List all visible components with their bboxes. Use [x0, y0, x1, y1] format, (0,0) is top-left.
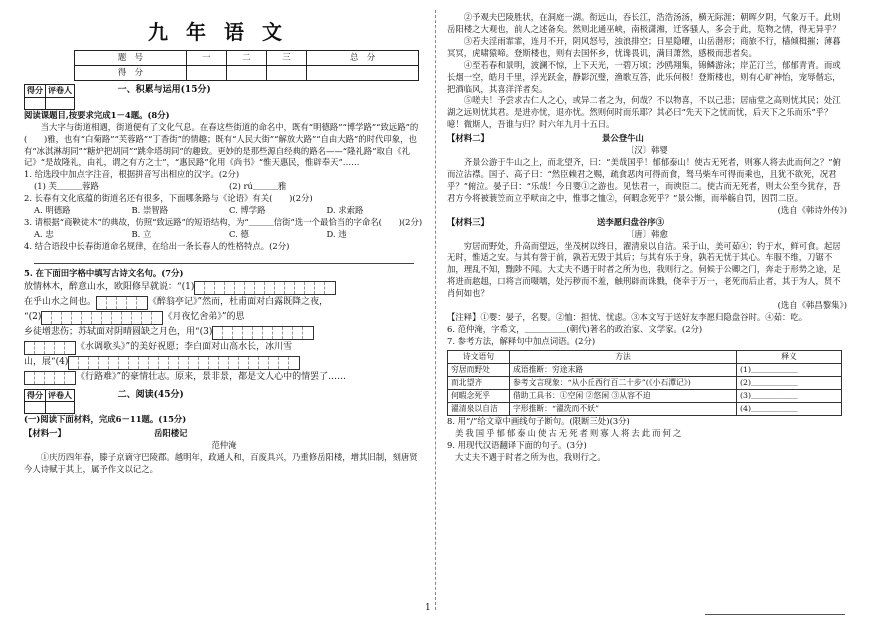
grader-score-label: 得分	[25, 389, 46, 401]
q5-line	[24, 356, 424, 370]
q5-text: 乡徒增悲伤；苏轼面对阴晴圆缺之月色，用“(3)	[24, 327, 213, 338]
q5-line	[24, 326, 424, 340]
table-row	[448, 363, 842, 376]
answer-cell[interactable]: (1)＿＿＿＿＿＿	[737, 363, 842, 376]
section1-heading: 一、积累与运用(15分)	[117, 85, 211, 96]
score-table	[74, 50, 419, 81]
q5-grid[interactable]	[68, 356, 300, 370]
material1-author: 范仲淹	[211, 439, 237, 450]
table-row	[448, 376, 842, 389]
q5-text: 山，展“(4)	[24, 357, 69, 368]
score-head-cell: 总 分	[307, 51, 419, 66]
q2-option: B. 崇智路	[131, 205, 169, 216]
score-label-cell: 得 分	[75, 66, 187, 81]
section1-read-heading: 阅读课题目,按要求完成1－4题。(8分)	[24, 109, 170, 120]
section1-passage: 当大字与街道相遇，街道便有了文化气息。在春这些街道的命名中，既有“明德路”“博学路”“致远路”的( )雅，也有“白菊路”“芙蓉路”“丁香街”的情趣；既有“人民大街”“解放大路”“自由大路”的时代印象，也有“冰淇淋胡同”“糖炉把胡同”“跳伞塔胡同”的趣致。更妙的是那些源自经典的路名——“隆礼路”取自《礼记》“是故隆礼，由礼，谓之有方之士”，“惠民路”化用《尚书》“惟天惠民，惟辟奉天”……	[24, 121, 419, 168]
table-cell: 借助工具书：①空闲 ②悠闲 ③从容不迫	[510, 389, 737, 402]
q5-line	[24, 281, 424, 295]
table-row	[448, 389, 842, 402]
q5-text: 《水调歌头》”的美好祝愿；李白面对山高水长，冰川雪	[76, 342, 293, 353]
page-number: 1	[425, 603, 431, 613]
column-divider	[435, 10, 436, 610]
material1-para2: ②予观夫巴陵胜状，在洞庭一湖。衔远山，吞长江，浩浩汤汤，横无际涯；朝晖夕阴，气象万千。此则岳阳楼之大观也，前人之述备矣。然则北通巫峡，南极潇湘，迁客骚人，多会于此，览物之情，得无异乎？	[447, 12, 841, 34]
q5-grid[interactable]	[212, 326, 314, 340]
section2-read-heading: (一)阅读下面材料，完成6－11题。(15分)	[24, 414, 187, 425]
q7: 7. 参考方法，解释句中加点词语。(2分)	[447, 335, 596, 346]
q3-option: C. 德	[229, 228, 249, 239]
material3-label: 【材料三】	[447, 216, 489, 227]
q5-text: 《行路难》”的豪情壮志。原来，景非景，都是文人心中的情罢了……	[76, 372, 347, 383]
grader-box	[24, 84, 75, 109]
q3-option: A. 忠	[34, 228, 54, 239]
q5-text: 《醉翁亭记》”然而，杜甫面对白露既降之夜，	[148, 297, 329, 308]
material1-para5: ⑤嗟夫！予尝求古仁人之心，或异二者之为，何哉？不以物喜，不以己悲；居庙堂之高则忧其民；处江湖之远则忧其君。是进亦忧，退亦忧。然则何时而乐耶？其必曰“先天下之忧而忧，后天下之乐而乐”乎？噫！微斯人，吾谁与归？时六年九月十五日。	[447, 95, 841, 130]
q5-line	[24, 341, 424, 355]
material2-text: 齐景公游于牛山之上，而北望齐，曰：“美哉国乎！郁郁泰山！使古无死者，则寡人将去此而何之？”俯而泣沾襟。国子、高子曰：“然臣赖君之赐，疏食恶肉可得而食，驽马柴车可得而乘也，且犹不欲死，况君乎？”俯泣。晏子曰：“乐哉！今日婴①之游也。见怯君一，而谀臣二。使古而无死者，则太公至今犹存，吾君方今将被蓑笠而立乎畎亩之中，惟事之恤②，何暇念死乎？”景公惭，而举觞自罚，因罚二臣。	[447, 157, 841, 203]
q8: 8. 用“/”给文章中画线句子断句。(限断三处)(3分)	[447, 415, 630, 426]
q7-table-header: 诗文语句	[448, 350, 510, 363]
q8-sentence[interactable]: 美我国乎郁郁泰山使古无死者则寡人将去此而何之	[455, 427, 684, 438]
q5-line: “(2) 《月夜忆舍弟》”的思	[24, 311, 424, 325]
q2-option: A. 明德路	[34, 205, 71, 216]
q5-text: 放情林木，醉意山水，欧阳修早就说：“(1)	[24, 282, 195, 293]
table-row	[448, 402, 842, 415]
grader-cell[interactable]	[46, 402, 75, 414]
material3-source: (选自《韩昌黎集》)	[777, 300, 847, 311]
grader-label: 评卷人	[46, 389, 75, 401]
q1: 1. 给选段中加点字注音，根据拼音写出相应的汉字。(2分)	[24, 169, 240, 180]
q5-grid[interactable]	[41, 311, 163, 325]
material1-para3: ③若夫淫雨霏霏，连月不开，阴风怒号，浊浪排空；日星隐曜，山岳潜形；商旅不行，樯倾楫摧；薄暮冥冥，虎啸猿啼。登斯楼也，则有去国怀乡，忧谗畏讥，满目萧然，感极而悲者矣。	[447, 35, 841, 58]
q2-option: D. 求索路	[326, 205, 364, 216]
table-cell: 字形推断：“濯洗而不妖”	[510, 402, 737, 415]
q7-table-header: 方法	[510, 350, 737, 363]
material2-source: (选自《韩诗外传》)	[777, 204, 847, 215]
grader-cell[interactable]	[46, 97, 75, 109]
q1-option: (1) 芙＿＿＿蓉路	[34, 181, 99, 192]
q5-grid[interactable]	[96, 296, 148, 310]
material2-title: 景公登牛山	[602, 133, 644, 144]
q5-heading: 5. 在下面田字格中填写古诗文名句。(7分)	[24, 267, 184, 278]
answer-cell[interactable]: (2)＿＿＿＿＿＿	[737, 376, 842, 389]
q9-sentence: 大丈夫不遇于时者之所为也，我则行之。	[455, 451, 606, 462]
exam-title: 九年语文	[148, 20, 300, 44]
table-cell: 参考文言现象：“从小丘西行百二十步”(《小石潭记》)	[510, 376, 737, 389]
table-cell: 穷居而野处	[448, 363, 510, 376]
material1-title: 岳阳楼记	[154, 428, 188, 439]
q2-option: C. 博学路	[229, 205, 266, 216]
q3-option: B. 立	[131, 228, 152, 239]
score-head-cell: 题 号	[75, 51, 187, 66]
answer-cell[interactable]: (3)＿＿＿＿＿＿	[737, 389, 842, 402]
q3-option: D. 违	[326, 228, 347, 239]
q5-grid[interactable]	[24, 341, 76, 355]
q5-grid[interactable]	[24, 371, 76, 385]
answer-line[interactable]	[705, 614, 845, 615]
score-entry-cell[interactable]	[186, 66, 226, 81]
q5-text: 《月夜忆舍弟》”的思	[163, 312, 245, 323]
grader-box	[24, 389, 75, 414]
score-head-cell: 二	[226, 51, 266, 66]
q6: 6. 范仲淹，字希文，＿＿＿＿＿(朝代)著名的政治家、文学家。(2分)	[447, 323, 703, 334]
left-column	[24, 12, 424, 476]
material3-title: 送李愿归盘谷序③	[597, 216, 664, 227]
material3-author: 〔唐〕韩愈	[626, 228, 668, 239]
table-cell: 何暇念死乎	[448, 389, 510, 402]
table-cell: 濯清泉以自洁	[448, 402, 510, 415]
table-cell: 而北望齐	[448, 376, 510, 389]
score-head-cell: 三	[267, 51, 307, 66]
q7-table	[447, 350, 842, 416]
grader-label: 评卷人	[46, 85, 75, 97]
table-cell: 成语推断：穷途末路	[510, 363, 737, 376]
grader-score-cell[interactable]	[25, 97, 46, 109]
material2-label: 【材料二】	[447, 133, 489, 144]
q5-text: 在乎山水之间也。	[24, 297, 97, 308]
q5-line	[24, 371, 424, 385]
material1-para4: ④至若春和景明，波澜不惊，上下天光，一碧万顷；沙鸥翔集，锦鳞游泳；岸芷汀兰，郁郁青青。而或长烟一空，皓月千里，浮光跃金，静影沉璧，渔歌互答，此乐何极！登斯楼也，则有心旷神怡，宠辱偕忘，把酒临风，其喜洋洋者矣。	[447, 59, 841, 94]
section2-heading: 二、阅读(45分)	[117, 389, 184, 400]
q2: 2. 长春有文化底蕴的街道名还有很多，下面哪条路与《论语》有关( )(2分)	[24, 193, 313, 204]
score-entry-cell[interactable]	[226, 66, 266, 81]
material2-author: 〔汉〕韩婴	[626, 145, 668, 156]
q5-line	[24, 296, 424, 310]
grader-score-label: 得分	[25, 85, 46, 97]
score-entry-cell[interactable]	[267, 66, 307, 81]
material1-para1: ①庆历四年春，滕子京谪守巴陵郡。越明年，政通人和，百废具兴，乃重修岳阳楼，增其旧制，刻唐贤今人诗赋于其上，属予作文以记之。	[24, 451, 418, 474]
score-entry-cell[interactable]	[307, 66, 419, 81]
q4-answer-line[interactable]	[34, 263, 414, 264]
q4: 4. 结合语段中长春街道命名规律，在给出一条长春人的性格特点。(2分)	[24, 240, 290, 251]
right-column	[447, 12, 847, 464]
q5-grid[interactable]	[194, 281, 336, 295]
grader-score-cell[interactable]	[25, 402, 46, 414]
score-head-cell: 一	[186, 51, 226, 66]
annotation-note: 【注释】①婴：晏子，名婴。②恤：担忧、忧虑。③本文写于送好友李愿归隐盘谷时。④茹：吃。	[447, 312, 808, 323]
material1-label: 【材料一】	[24, 428, 66, 439]
material3-text: 穷居而野处，升高而望远，坐茂树以终日，濯清泉以自洁。采于山，美可茹④；钓于水，鲜可食。起居无时，惟适之安。与其有誉于前，孰若无毁于其后；与其有乐于身，孰若无忧于其心。车服不维，刀锯不加，理乱不知，黜陟不闻。大丈夫不遇于时者之所为也，我则行之。伺候于公卿之门，奔走于形势之途，足将进而趑趄，口将言而嗫嚅，处污秽而不羞，触刑辟而诛戮，侥幸于万一，老死而后止者，其于为人，贤不肖何如也？	[447, 240, 841, 299]
q7-table-header: 释义	[737, 350, 842, 363]
q3: 3. 请根据“商鞅徒木”的典故，仿照“致远路”的短语结构，为“＿＿＿信街”选一个最恰当的字命名( )(2分)	[24, 217, 423, 228]
q9: 9. 用现代汉语翻译下面的句子。(3分)	[447, 439, 587, 450]
answer-cell[interactable]: (4)＿＿＿＿＿＿	[737, 402, 842, 415]
q1-option: (2) rú＿＿＿雅	[229, 181, 287, 192]
